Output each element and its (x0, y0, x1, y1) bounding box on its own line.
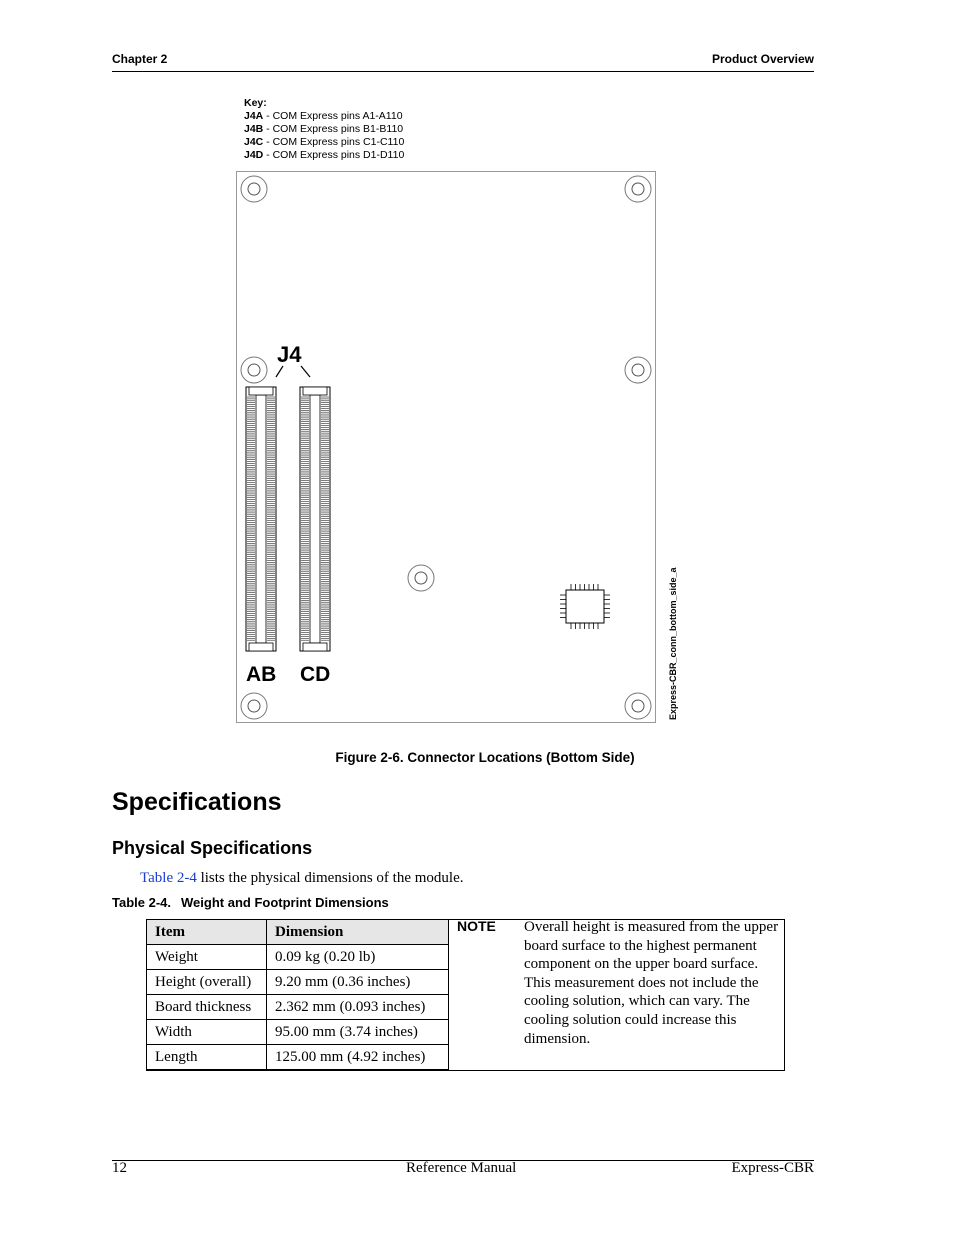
table-link[interactable]: Table 2-4 (140, 870, 197, 886)
drawing-id-label: Express-CBR_conn_bottom_side_a (668, 567, 678, 720)
table-cell: Board thickness (147, 995, 267, 1020)
note-text: Overall height is measured from the upper board surface to the highest permanent component on the upper board surface. This measurement does not include the cooling solution, which can vary. The cooling solution could increase this dimension. (524, 919, 779, 1047)
table-cell: 0.09 kg (0.20 lb) (267, 945, 449, 970)
board-bottom-diagram (230, 165, 700, 730)
footer-product: Express-CBR (731, 1160, 814, 1176)
running-header-section: Product Overview (711, 52, 814, 66)
table-cell: Weight (147, 945, 267, 970)
figure-key (244, 97, 404, 162)
ic-chip (560, 584, 610, 629)
mounting-hole (625, 357, 651, 383)
mounting-hole (625, 693, 651, 719)
table-cell: Height (overall) (147, 970, 267, 995)
header-rule (112, 71, 814, 72)
table-cell: Length (147, 1045, 267, 1070)
connector-cd (300, 387, 330, 651)
table-row (147, 995, 449, 1020)
note-label: NOTE (457, 918, 496, 934)
mounting-hole (408, 565, 434, 591)
intro-paragraph: Table 2-4 lists the physical dimensions of the module. (140, 870, 464, 886)
table-cell: Width (147, 1020, 267, 1045)
table-header-row (147, 920, 449, 945)
running-header-chapter: Chapter 2 (112, 52, 168, 66)
table-cell: 125.00 mm (4.92 inches) (267, 1045, 449, 1070)
footer-title: Reference Manual (406, 1160, 517, 1176)
table-cell: 95.00 mm (3.74 inches) (267, 1020, 449, 1045)
table-row (147, 1020, 449, 1045)
connector-cd-label: CD (300, 663, 331, 686)
column-header: Dimension (267, 920, 449, 945)
key-item: J4B - COM Express pins B1-B110 (244, 123, 404, 135)
key-item: J4A - COM Express pins A1-A110 (244, 110, 403, 122)
table-cell: 2.362 mm (0.093 inches) (267, 995, 449, 1020)
dimensions-table (146, 919, 449, 1070)
table-cell: 9.20 mm (0.36 inches) (267, 970, 449, 995)
table-row (147, 1045, 449, 1070)
table-caption: Table 2-4. Weight and Footprint Dimensions (112, 895, 389, 910)
table-row (147, 945, 449, 970)
board-outline (237, 172, 656, 723)
connector-j4-label: J4 (277, 342, 302, 367)
key-item: J4C - COM Express pins C1-C110 (244, 136, 405, 148)
connector-ab (246, 387, 276, 651)
mounting-hole (241, 357, 267, 383)
key-title: Key: (244, 97, 267, 109)
section-title: Specifications (112, 788, 282, 816)
key-item: J4D - COM Express pins D1-D110 (244, 149, 405, 161)
table-row (147, 970, 449, 995)
figure-caption: Figure 2-6. Connector Locations (Bottom Side) (335, 750, 635, 765)
connector-ab-label: AB (246, 663, 277, 686)
page-number: 12 (112, 1160, 127, 1176)
mounting-hole (241, 176, 267, 202)
mounting-hole (241, 693, 267, 719)
mounting-hole (625, 176, 651, 202)
subsection-title: Physical Specifications (112, 838, 313, 858)
column-header: Item (147, 920, 267, 945)
